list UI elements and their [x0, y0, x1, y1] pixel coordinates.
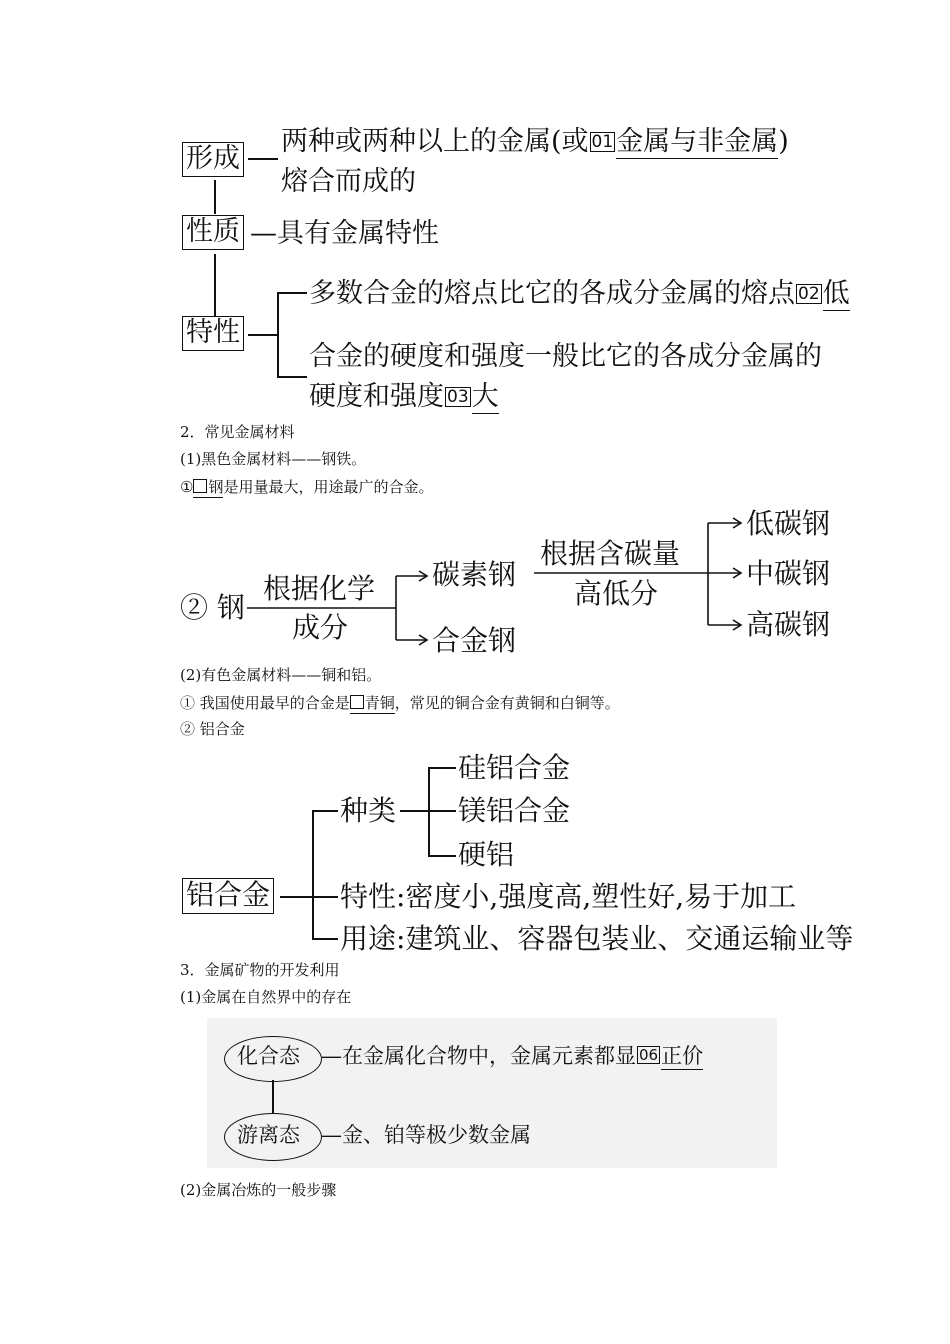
blank-02: 02	[798, 284, 820, 304]
property-box: 性质	[182, 215, 244, 250]
combined-text: —在金属化合物中，金属元素都显 06 正价	[321, 1044, 704, 1068]
section-3-heading: 3．金属矿物的开发利用	[180, 961, 340, 979]
free-text: —金、铂等极少数金属	[321, 1123, 531, 1147]
blank-box	[350, 695, 364, 709]
carbon-steel: 碳素钢	[432, 558, 517, 591]
aluminum-feature: 特性:密度小,强度高,塑性好,易于加工	[340, 880, 797, 913]
low-carbon-steel: 低碳钢	[746, 507, 831, 540]
formation-text: 两种或两种以上的金属(或 01 金属与非金属)	[281, 126, 789, 157]
free-label: 游离态	[237, 1123, 300, 1147]
basis-bottom: 成分	[292, 611, 349, 644]
aluminum-alloy-box: 铝合金	[182, 878, 274, 914]
feature-text-2: 合金的硬度和强度一般比它的各成分金属的	[309, 341, 822, 372]
feature-box: 特性	[182, 316, 244, 351]
steel-line: ① 钢是用量最大，用途最广的合金。	[180, 478, 434, 496]
feature-text-1: 多数合金的熔点比它的各成分金属的熔点 02 低	[309, 278, 850, 309]
aluminum-line: ② 铝合金	[180, 720, 245, 738]
medium-carbon-steel: 中碳钢	[746, 557, 831, 590]
nonferrous-line: (2)有色金属材料——铜和铝。	[180, 666, 382, 684]
basis-top: 根据化学	[263, 572, 376, 605]
kind-duralumin: 硬铝	[458, 838, 515, 871]
smelting-line: (2)金属冶炼的一般步骤	[180, 1181, 337, 1199]
formation-text-2: 熔合而成的	[281, 166, 416, 197]
high-carbon-steel: 高碳钢	[746, 608, 831, 641]
kind-silicon-aluminum: 硅铝合金	[458, 751, 571, 784]
blank-06: 06	[639, 1046, 659, 1064]
bronze-line: ① 我国使用最早的合金是 青铜，常见的铜合金有黄铜和白铜等。	[180, 694, 620, 712]
existence-line: (1)金属在自然界中的存在	[180, 988, 352, 1006]
carbon-basis-bottom: 高低分	[574, 577, 659, 610]
feature-text-3: 硬度和强度 03 大	[309, 381, 499, 412]
property-text: —具有金属特性	[250, 218, 439, 249]
kind-magnesium-aluminum: 镁铝合金	[458, 794, 571, 827]
formation-box: 形成	[182, 142, 244, 177]
steel-prefix: ② 钢	[180, 591, 245, 624]
alloy-steel: 合金钢	[432, 624, 517, 657]
carbon-basis-top: 根据含碳量	[540, 537, 681, 570]
blank-03: 03	[447, 387, 469, 407]
ferrous-line: (1)黑色金属材料——钢铁。	[180, 450, 367, 468]
combined-label: 化合态	[237, 1044, 300, 1068]
aluminum-use: 用途:建筑业、容器包装业、交通运输业等	[340, 922, 854, 955]
kind-label: 种类	[340, 794, 397, 827]
section-2-heading: 2．常见金属材料	[180, 423, 295, 441]
blank-01: 01	[591, 132, 614, 152]
